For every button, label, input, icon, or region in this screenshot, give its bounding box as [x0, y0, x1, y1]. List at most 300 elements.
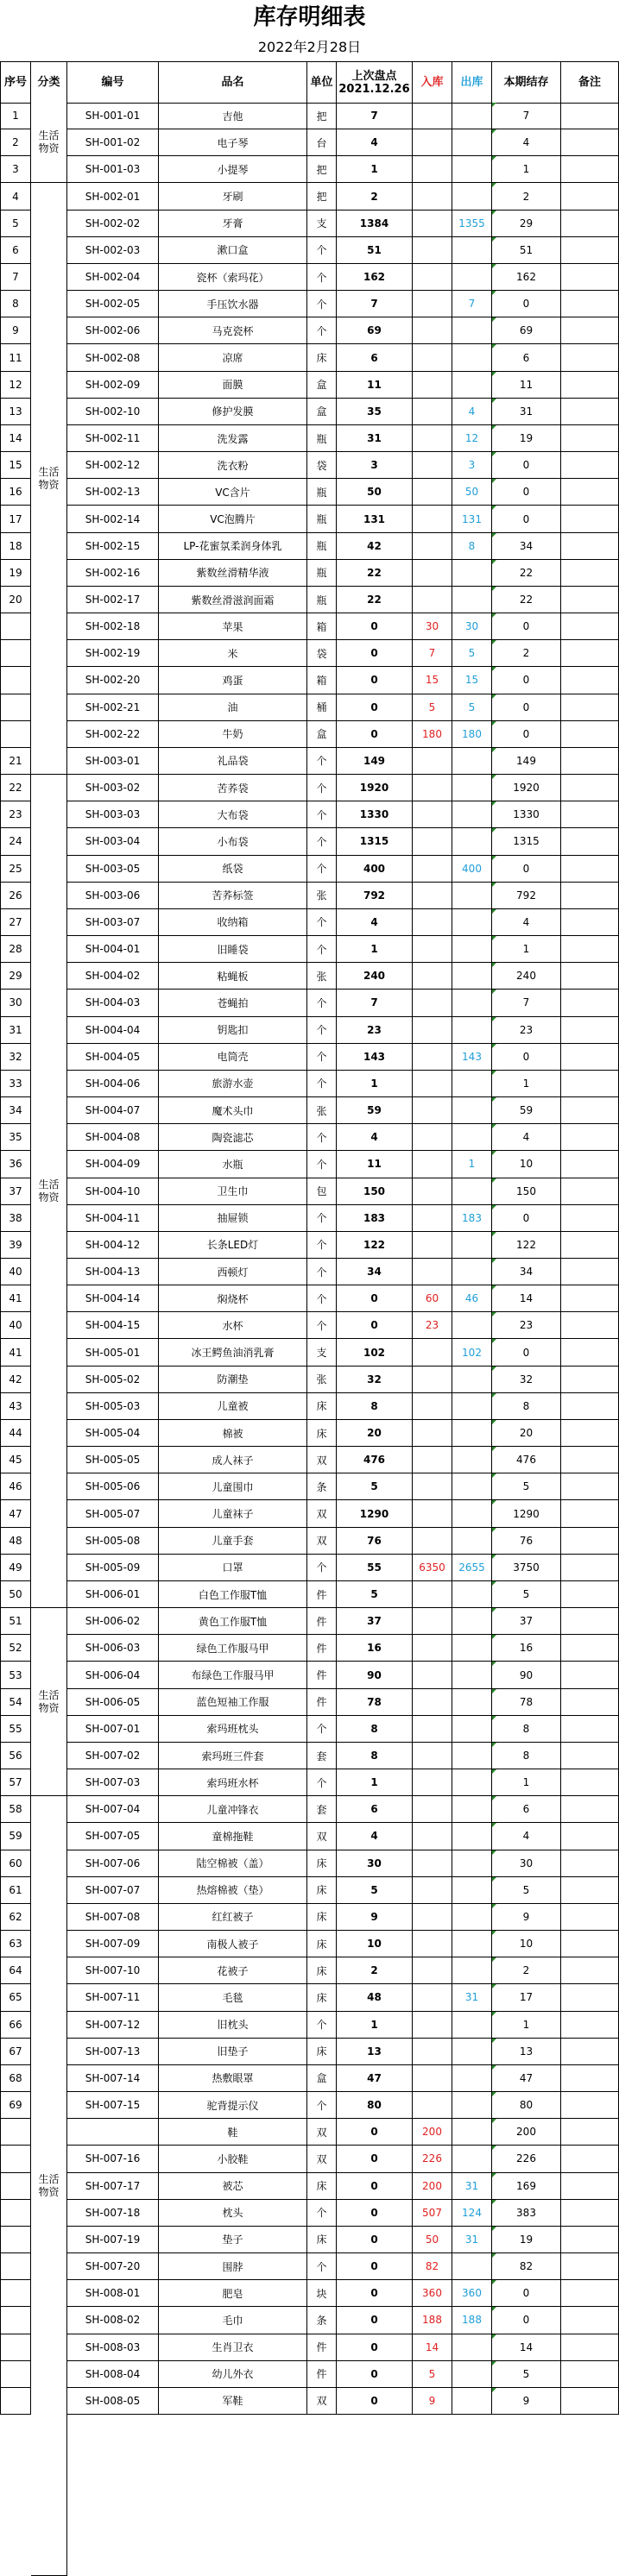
table-row: [0, 2039, 619, 2065]
table-row: [0, 2200, 619, 2227]
cell-remark: [561, 1151, 619, 1178]
cell-unit: 双: [307, 2119, 337, 2146]
cell-bal: 10: [492, 1151, 561, 1178]
cell-unit: 个: [307, 1071, 337, 1097]
cell-name: 电筒壳: [159, 1044, 307, 1071]
cell-remark: [561, 721, 619, 748]
cell-bal: 1: [492, 1769, 561, 1796]
cell-flag-marker: [492, 1581, 496, 1586]
cell-last: 0: [337, 1285, 413, 1312]
cell-code: SH-003-04: [67, 828, 159, 855]
cell-unit: 块: [307, 2280, 337, 2307]
cell-bal: 6: [492, 344, 561, 371]
cell-bal: 13: [492, 2039, 561, 2065]
cell-seq: 68: [0, 2065, 31, 2092]
cell-code: SH-004-02: [67, 963, 159, 990]
cell-last: 8: [337, 1716, 413, 1743]
cell-bal: 1: [492, 2012, 561, 2039]
cell-in: [413, 1581, 452, 1608]
cell-remark: [561, 1608, 619, 1635]
cell-in: [413, 560, 452, 587]
table-row: [0, 425, 619, 452]
cell-code: SH-007-03: [67, 1769, 159, 1796]
cell-unit: 把: [307, 156, 337, 183]
cell-bal: 5: [492, 2361, 561, 2388]
cell-flag-marker: [492, 183, 496, 187]
cell-name: 布绿色工作服马甲: [159, 1662, 307, 1688]
cell-name: 儿童围巾: [159, 1473, 307, 1500]
table-row: [0, 2307, 619, 2334]
cell-flag-marker: [492, 1608, 496, 1612]
cell-last: 69: [337, 317, 413, 344]
table-row: [0, 1957, 619, 1984]
cell-flag-marker: [492, 1044, 496, 1048]
cell-remark: [561, 156, 619, 183]
cell-code: SH-007-16: [67, 2146, 159, 2172]
cell-out: 31: [452, 2173, 492, 2200]
cell-last: 476: [337, 1447, 413, 1473]
cell-in: 30: [413, 613, 452, 640]
table-row: [0, 2012, 619, 2039]
cell-name: 大布袋: [159, 801, 307, 828]
cell-remark: [561, 1124, 619, 1151]
cell-last: 48: [337, 1984, 413, 2011]
cell-code: SH-006-02: [67, 1608, 159, 1635]
cell-name: 凉席: [159, 344, 307, 371]
cell-seq: 57: [0, 1769, 31, 1796]
cell-name: 黄色工作服T恤: [159, 1608, 307, 1635]
cell-flag-marker: [492, 775, 496, 779]
cell-seq: 40: [0, 1312, 31, 1339]
cell-in: 5: [413, 694, 452, 721]
cell-seq: 16: [0, 479, 31, 506]
table-row: [0, 801, 619, 828]
cell-seq: 40: [0, 1259, 31, 1285]
cell-last: 37: [337, 1608, 413, 1635]
cell-unit: 盒: [307, 721, 337, 748]
cell-in: 6350: [413, 1555, 452, 1581]
cell-unit: 件: [307, 1689, 337, 1716]
cell-flag-marker: [492, 1259, 496, 1263]
cell-unit: 个: [307, 2253, 337, 2280]
cell-in: 9: [413, 2388, 452, 2415]
cell-code: SH-005-06: [67, 1473, 159, 1500]
cell-flag-marker: [492, 560, 496, 564]
cell-in: [413, 1044, 452, 1071]
cell-code: SH-002-15: [67, 533, 159, 560]
cell-bal: 17: [492, 1984, 561, 2011]
cell-flag-marker: [492, 452, 496, 456]
cell-out: 102: [452, 1339, 492, 1366]
cell-remark: [561, 2173, 619, 2200]
cell-in: 180: [413, 721, 452, 748]
cell-out: 2655: [452, 1555, 492, 1581]
cell-out: 5: [452, 640, 492, 667]
cell-name: 瓷杯（索玛花）: [159, 264, 307, 291]
cell-name: 小胶鞋: [159, 2146, 307, 2172]
cell-last: 4: [337, 1124, 413, 1151]
cell-unit: 双: [307, 1500, 337, 1527]
cell-code: SH-007-14: [67, 2065, 159, 2092]
cell-bal: 0: [492, 1339, 561, 1366]
cell-name: 纸袋: [159, 856, 307, 883]
cell-remark: [561, 1931, 619, 1957]
cell-code: SH-007-20: [67, 2253, 159, 2280]
cell-flag-marker: [492, 1124, 496, 1128]
cell-name: 焖烧杯: [159, 1285, 307, 1312]
table-row: [0, 963, 619, 990]
cell-seq: 18: [0, 533, 31, 560]
cell-bal: 0: [492, 694, 561, 721]
cell-last: 0: [337, 2227, 413, 2253]
cell-bal: 82: [492, 2253, 561, 2280]
cell-bal: 0: [492, 2280, 561, 2307]
header-code: 编号: [67, 62, 159, 104]
cell-bal: 90: [492, 1662, 561, 1688]
cell-name: 卫生巾: [159, 1178, 307, 1205]
cell-out: [452, 1716, 492, 1743]
cell-in: [413, 1716, 452, 1743]
cell-remark: [561, 1796, 619, 1823]
cell-last: 59: [337, 1097, 413, 1124]
cell-out: [452, 2146, 492, 2172]
cell-in: [413, 2012, 452, 2039]
cell-name: 军鞋: [159, 2388, 307, 2415]
cell-name: 礼品袋: [159, 748, 307, 775]
cell-in: [413, 1151, 452, 1178]
cell-bal: 69: [492, 317, 561, 344]
cell-flag-marker: [492, 1420, 496, 1424]
cell-seq: 50: [0, 1581, 31, 1608]
cell-code: SH-008-03: [67, 2334, 159, 2361]
cell-remark: [561, 1312, 619, 1339]
cell-last: 11: [337, 1151, 413, 1178]
cell-flag-marker: [492, 156, 496, 160]
cell-seq: 42: [0, 1367, 31, 1393]
cell-out: [452, 1581, 492, 1608]
cell-unit: 个: [307, 936, 337, 963]
cell-unit: 床: [307, 2173, 337, 2200]
cell-flag-marker: [492, 1796, 496, 1800]
cell-code: SH-008-02: [67, 2307, 159, 2334]
cell-name: 儿童手套: [159, 1528, 307, 1555]
cell-out: [452, 183, 492, 210]
cell-seq: 2: [0, 129, 31, 156]
cell-seq: 9: [0, 317, 31, 344]
cell-last: 3: [337, 452, 413, 479]
cell-last: 35: [337, 399, 413, 425]
cell-bal: 0: [492, 613, 561, 640]
cell-code: SH-001-01: [67, 103, 159, 129]
table-row: [0, 1339, 619, 1366]
cell-in: 82: [413, 2253, 452, 2280]
cell-remark: [561, 613, 619, 640]
cell-out: [452, 317, 492, 344]
cell-in: [413, 1635, 452, 1662]
cell-remark: [561, 1285, 619, 1312]
cell-bal: 47: [492, 2065, 561, 2092]
cell-in: [413, 2039, 452, 2065]
table-row: [0, 587, 619, 613]
cell-in: [413, 399, 452, 425]
cell-remark: [561, 317, 619, 344]
cell-bal: 10: [492, 1931, 561, 1957]
cell-name: 粘蝇板: [159, 963, 307, 990]
cell-remark: [561, 667, 619, 694]
cell-out: [452, 372, 492, 399]
header-unit: 单位: [307, 62, 337, 104]
table-row: [0, 1285, 619, 1312]
cell-out: [452, 1850, 492, 1877]
cell-seq: 25: [0, 856, 31, 883]
cell-out: [452, 2253, 492, 2280]
cell-code: SH-005-08: [67, 1528, 159, 1555]
cell-seq: 56: [0, 1743, 31, 1769]
cell-remark: [561, 2119, 619, 2146]
cell-in: [413, 1957, 452, 1984]
table-row: [0, 291, 619, 317]
cell-name: 油: [159, 694, 307, 721]
cell-last: 50: [337, 479, 413, 506]
cell-flag-marker: [492, 2173, 496, 2177]
cell-seq: 30: [0, 990, 31, 1016]
cell-remark: [561, 1904, 619, 1931]
cell-remark: [561, 801, 619, 828]
table-row: [0, 1608, 619, 1635]
cell-name: 苦荞标签: [159, 883, 307, 909]
cell-in: [413, 1071, 452, 1097]
cell-code: SH-004-10: [67, 1178, 159, 1205]
cell-flag-marker: [492, 990, 496, 994]
cell-out: [452, 156, 492, 183]
cell-unit: 套: [307, 1743, 337, 1769]
cell-in: [413, 1259, 452, 1285]
cell-name: 热熔棉被（垫）: [159, 1877, 307, 1904]
cell-code: SH-006-01: [67, 1581, 159, 1608]
cell-last: 0: [337, 2146, 413, 2172]
cell-bal: 0: [492, 856, 561, 883]
cell-name: 牙膏: [159, 210, 307, 237]
cell-remark: [561, 560, 619, 587]
cell-name: 童棉拖鞋: [159, 1823, 307, 1850]
cell-name: 小布袋: [159, 828, 307, 855]
cell-flag-marker: [492, 1473, 496, 1478]
cell-seq: 17: [0, 506, 31, 532]
cell-code: SH-003-07: [67, 909, 159, 936]
cell-code: SH-007-05: [67, 1823, 159, 1850]
cell-unit: 个: [307, 1044, 337, 1071]
cell-last: 32: [337, 1367, 413, 1393]
cell-seq: 7: [0, 264, 31, 291]
cell-unit: 床: [307, 1877, 337, 1904]
cell-bal: 226: [492, 2146, 561, 2172]
cell-last: 22: [337, 560, 413, 587]
cell-out: [452, 2388, 492, 2415]
cell-in: [413, 883, 452, 909]
cell-code: SH-004-03: [67, 990, 159, 1016]
cell-remark: [561, 1447, 619, 1473]
cell-out: [452, 1124, 492, 1151]
cell-last: 6: [337, 1796, 413, 1823]
cell-seq: 15: [0, 452, 31, 479]
cell-unit: 瓶: [307, 560, 337, 587]
table-row: [0, 1931, 619, 1957]
category-cell: 生活物资: [31, 775, 67, 1608]
cell-seq: 69: [0, 2092, 31, 2119]
table-row: [0, 2119, 619, 2146]
cell-out: 46: [452, 1285, 492, 1312]
cell-in: [413, 291, 452, 317]
cell-code: SH-001-03: [67, 156, 159, 183]
cell-unit: 双: [307, 1823, 337, 1850]
cell-last: 0: [337, 1312, 413, 1339]
cell-remark: [561, 210, 619, 237]
cell-in: [413, 1743, 452, 1769]
cell-unit: 个: [307, 990, 337, 1016]
cell-out: [452, 1312, 492, 1339]
cell-in: [413, 1473, 452, 1500]
table-row: [0, 2092, 619, 2119]
cell-seq: 22: [0, 775, 31, 801]
cell-in: 14: [413, 2334, 452, 2361]
cell-code: SH-004-05: [67, 1044, 159, 1071]
cell-in: [413, 372, 452, 399]
cell-flag-marker: [492, 210, 496, 215]
cell-flag-marker: [492, 1447, 496, 1451]
cell-in: 200: [413, 2173, 452, 2200]
cell-code: SH-002-14: [67, 506, 159, 532]
cell-last: 42: [337, 533, 413, 560]
cell-remark: [561, 1769, 619, 1796]
cell-out: 31: [452, 2227, 492, 2253]
cell-flag-marker: [492, 721, 496, 726]
cell-code: SH-002-08: [67, 344, 159, 371]
cell-in: [413, 1931, 452, 1957]
cell-in: [413, 506, 452, 532]
cell-unit: 件: [307, 2361, 337, 2388]
cell-last: 22: [337, 587, 413, 613]
cell-unit: 箱: [307, 613, 337, 640]
table-row: [0, 1232, 619, 1259]
cell-flag-marker: [492, 425, 496, 430]
cell-code: SH-007-15: [67, 2092, 159, 2119]
table-row: [0, 1850, 619, 1877]
cell-bal: 4: [492, 1124, 561, 1151]
cell-bal: 1330: [492, 801, 561, 828]
cell-name: 口罩: [159, 1555, 307, 1581]
cell-name: 棉被: [159, 1420, 307, 1447]
cell-name: 苦荞袋: [159, 775, 307, 801]
cell-flag-marker: [492, 1312, 496, 1316]
cell-flag-marker: [492, 1877, 496, 1882]
cell-last: 2: [337, 1957, 413, 1984]
cell-remark: [561, 2039, 619, 2065]
cell-seq: 21: [0, 748, 31, 775]
cell-name: 长条LED灯: [159, 1232, 307, 1259]
cell-unit: 张: [307, 963, 337, 990]
cell-last: 8: [337, 1743, 413, 1769]
cell-out: 5: [452, 694, 492, 721]
cell-bal: 200: [492, 2119, 561, 2146]
table-row: [0, 533, 619, 560]
cell-in: [413, 856, 452, 883]
table-row: [0, 1689, 619, 1716]
cell-flag-marker: [492, 828, 496, 832]
cell-bal: 31: [492, 399, 561, 425]
cell-unit: 条: [307, 2307, 337, 2334]
table-row: [0, 667, 619, 694]
cell-last: 0: [337, 2200, 413, 2227]
cell-unit: 个: [307, 237, 337, 264]
cell-seq: 60: [0, 1850, 31, 1877]
cell-seq: [0, 2388, 31, 2415]
cell-in: [413, 936, 452, 963]
cell-bal: 37: [492, 1608, 561, 1635]
table-row: [0, 237, 619, 264]
cell-flag-marker: [492, 399, 496, 403]
cell-remark: [561, 909, 619, 936]
table-row: [0, 399, 619, 425]
cell-code: SH-004-15: [67, 1312, 159, 1339]
cell-unit: 床: [307, 1957, 337, 1984]
cell-last: 5: [337, 1581, 413, 1608]
cell-bal: 51: [492, 237, 561, 264]
cell-name: 苹果: [159, 613, 307, 640]
cell-remark: [561, 291, 619, 317]
cell-bal: 4: [492, 909, 561, 936]
table-row: [0, 1259, 619, 1285]
cell-bal: 32: [492, 1367, 561, 1393]
cell-name: 索玛班枕头: [159, 1716, 307, 1743]
header-bal: 本期结存: [492, 62, 561, 104]
cell-unit: 床: [307, 2227, 337, 2253]
cell-last: 240: [337, 963, 413, 990]
cell-seq: 36: [0, 1151, 31, 1178]
cell-seq: 39: [0, 1232, 31, 1259]
cell-unit: 个: [307, 1205, 337, 1232]
cell-last: 13: [337, 2039, 413, 2065]
cell-seq: 32: [0, 1044, 31, 1071]
cell-in: 7: [413, 640, 452, 667]
cell-remark: [561, 2280, 619, 2307]
table-row: [0, 2253, 619, 2280]
cell-seq: [0, 2361, 31, 2388]
cell-remark: [561, 640, 619, 667]
cell-last: 1315: [337, 828, 413, 855]
cell-seq: 5: [0, 210, 31, 237]
cell-last: 8: [337, 1393, 413, 1420]
cell-in: [413, 1393, 452, 1420]
cell-out: 180: [452, 721, 492, 748]
cell-last: 792: [337, 883, 413, 909]
cell-unit: 双: [307, 2388, 337, 2415]
cell-unit: 张: [307, 883, 337, 909]
cell-remark: [561, 1635, 619, 1662]
table-row: [0, 156, 619, 183]
cell-last: 78: [337, 1689, 413, 1716]
cell-unit: 盒: [307, 399, 337, 425]
cell-code: SH-007-08: [67, 1904, 159, 1931]
cell-last: 0: [337, 2388, 413, 2415]
cell-flag-marker: [492, 1205, 496, 1209]
cell-last: 7: [337, 291, 413, 317]
cell-remark: [561, 1259, 619, 1285]
cell-code: SH-005-07: [67, 1500, 159, 1527]
cell-name: 南极人被子: [159, 1931, 307, 1957]
cell-in: [413, 1769, 452, 1796]
table-row: [0, 640, 619, 667]
cell-remark: [561, 506, 619, 532]
